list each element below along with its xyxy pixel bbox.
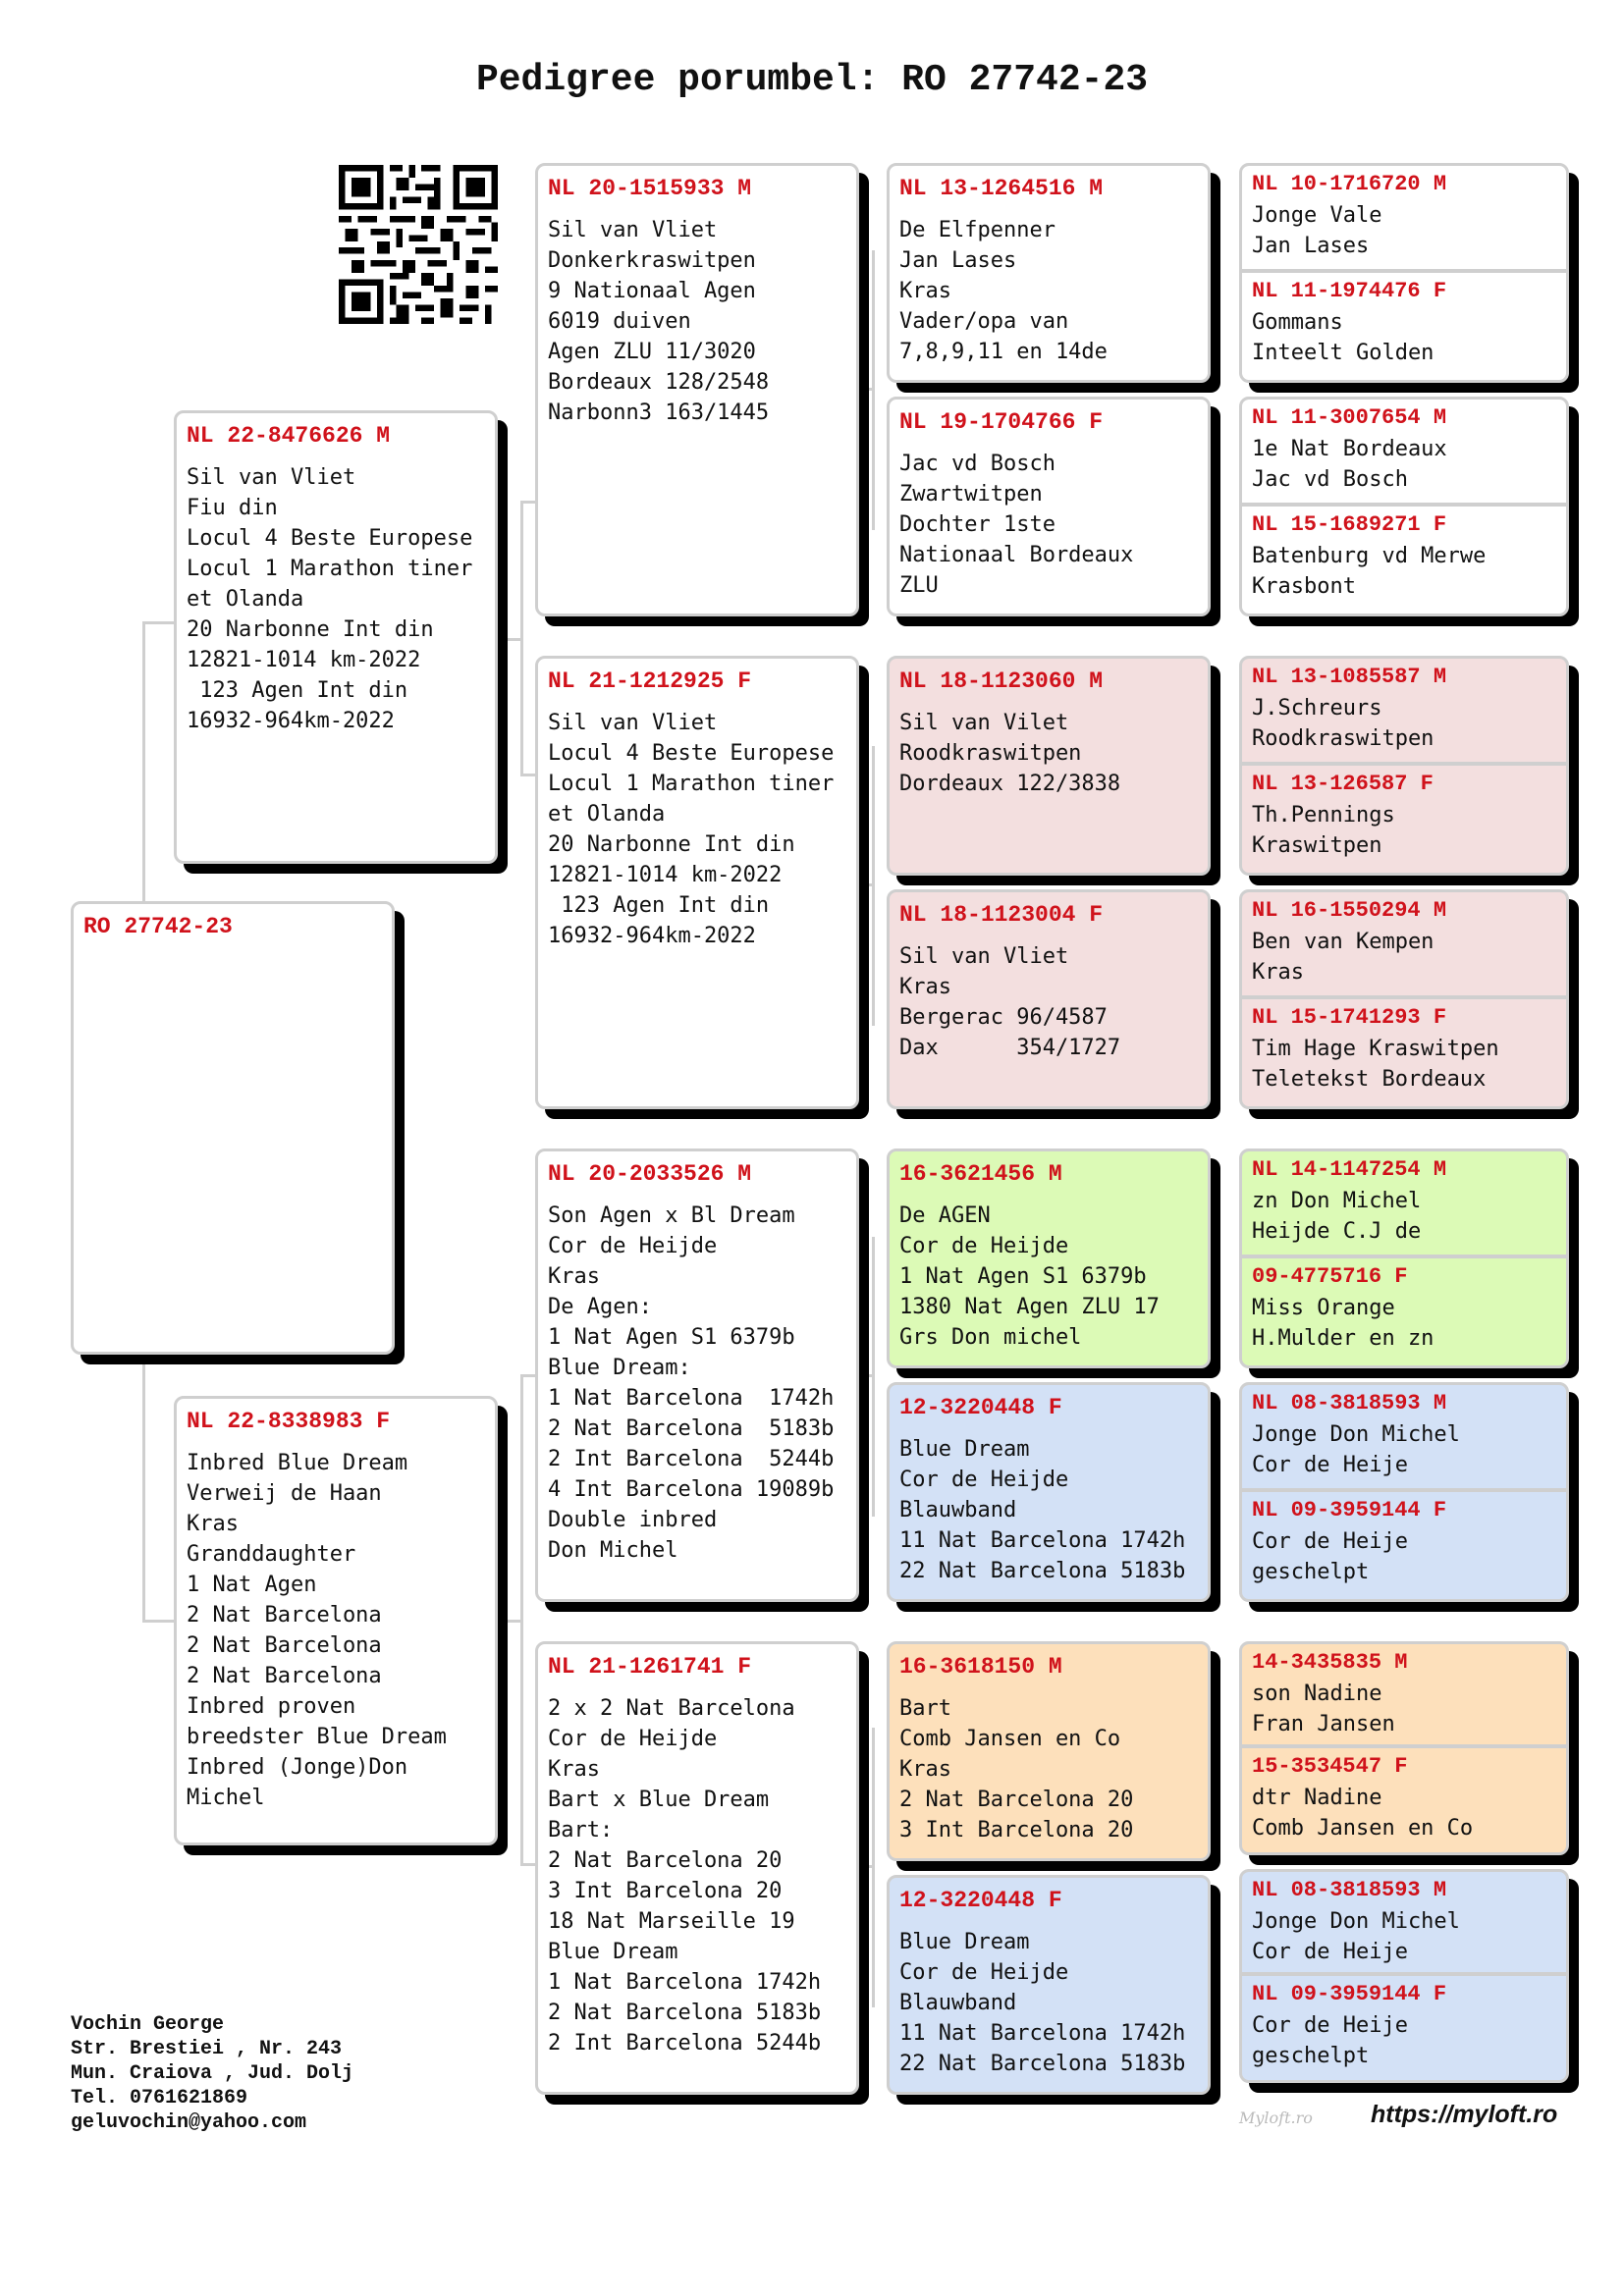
myloft-logo: Myloft.ro <box>1239 2109 1313 2127</box>
ggg-dam[interactable] <box>1242 999 1566 1106</box>
pigeon-info: 1e Nat Bordeaux Jac vd Bosch <box>1252 437 1447 492</box>
pigeon-info: Son Agen x Bl Dream Cor de Heijde Kras De Agen: 1 Nat Agen S1 6379b Blue Dream: 1 Nat Barcelona 1742h 2 Nat Barcelona 5183b 2 Int Barcelona 5244b 4 Int Barcelona 19089b Double inbred Don Michel <box>548 1203 835 1563</box>
breeder-name: Vochin George <box>71 2013 225 2036</box>
ring-number: NL 13-1085587 M <box>1252 665 1447 689</box>
breeder-phone: Tel. 0761621869 <box>71 2087 248 2109</box>
pigeon-info: dtr Nadine Comb Jansen en Co <box>1252 1786 1474 1841</box>
ring-number: 12-3220448 F <box>899 1888 1062 1913</box>
breeder-city: Mun. Craiova , Jud. Dolj <box>71 2062 354 2085</box>
sire-card[interactable] <box>174 410 498 864</box>
pigeon-info: son Nadine Fran Jansen <box>1252 1682 1395 1736</box>
ring-number: 16-3618150 M <box>899 1654 1062 1680</box>
pigeon-info: Ben van Kempen Kras <box>1252 930 1435 985</box>
ggg-dam[interactable] <box>1242 1258 1566 1365</box>
great-grandparent-card[interactable] <box>887 656 1211 876</box>
connector-line <box>520 774 535 776</box>
ggg-sire[interactable] <box>1242 892 1566 999</box>
connector-line <box>520 1374 523 1865</box>
ring-number: 14-3435835 M <box>1252 1650 1408 1675</box>
connector-line <box>498 1620 522 1623</box>
ring-number: NL 13-126587 F <box>1252 772 1434 796</box>
connector-line <box>872 1237 875 1517</box>
ring-number: NL 15-1741293 F <box>1252 1005 1447 1030</box>
great-grandparent-card[interactable] <box>887 1382 1211 1602</box>
ggg-sire[interactable] <box>1242 1151 1566 1258</box>
great-grandparent-card[interactable] <box>887 163 1211 383</box>
great-grandparent-card[interactable] <box>887 1875 1211 2095</box>
subject-card[interactable] <box>71 901 395 1355</box>
connector-line <box>142 1355 145 1620</box>
ring-number: 16-3621456 M <box>899 1161 1062 1187</box>
pigeon-info: Bart Comb Jansen en Co Kras 2 Nat Barcelona 20 3 Int Barcelona 20 <box>899 1696 1134 1842</box>
ggg-pair-card[interactable] <box>1239 163 1569 383</box>
pigeon-info: Jonge Vale Jan Lases <box>1252 203 1382 258</box>
ring-number: NL 18-1123004 F <box>899 902 1104 928</box>
connector-line <box>872 746 875 1026</box>
breeder-info <box>71 2012 353 2135</box>
ring-number: NL 22-8476626 M <box>187 423 391 449</box>
pigeon-info: De Elfpenner Jan Lases Kras Vader/opa van 7,8,9,11 en 14de <box>899 218 1108 364</box>
ring-number: NL 16-1550294 M <box>1252 898 1447 923</box>
connector-line <box>520 1863 535 1866</box>
pigeon-info: Cor de Heije geschelpt <box>1252 2013 1408 2068</box>
ring-number: NL 22-8338983 F <box>187 1409 391 1434</box>
ring-number: NL 21-1261741 F <box>548 1654 752 1680</box>
pigeon-info: Sil van Vilet Roodkraswitpen Dordeaux 122/3838 <box>899 711 1121 796</box>
ring-number: 15-3534547 F <box>1252 1754 1408 1779</box>
pigeon-info: zn Don Michel Heijde C.J de <box>1252 1189 1422 1244</box>
ring-number: NL 09-3959144 F <box>1252 1498 1447 1522</box>
pigeon-info: Jonge Don Michel Cor de Heije <box>1252 1422 1460 1477</box>
pigeon-info: Tim Hage Kraswitpen Teletekst Bordeaux <box>1252 1037 1499 1092</box>
pigeon-info <box>74 939 392 953</box>
ring-number: RO 27742-23 <box>83 914 233 939</box>
ggg-sire[interactable] <box>1242 1872 1566 1976</box>
pigeon-info: Blue Dream Cor de Heijde Blauwband 11 Nat Barcelona 1742h 22 Nat Barcelona 5183b <box>899 1437 1186 1583</box>
ggg-pair-card[interactable] <box>1239 889 1569 1109</box>
ggg-pair-card[interactable] <box>1239 397 1569 616</box>
pigeon-info: Inbred Blue Dream Verweij de Haan Kras Granddaughter 1 Nat Agen 2 Nat Barcelona 2 Nat Barcelona 2 Nat Barcelona Inbred proven breedster Blue Dream Inbred (Jonge)Don Michel <box>187 1451 447 1810</box>
ggg-dam[interactable] <box>1242 273 1566 380</box>
connector-line <box>520 501 535 504</box>
ggg-pair-card[interactable] <box>1239 1382 1569 1602</box>
pigeon-info: Miss Orange H.Mulder en zn <box>1252 1296 1435 1351</box>
pigeon-info: Sil van Vliet Donkerkraswitpen 9 Nationaal Agen 6019 duiven Agen ZLU 11/3020 Bordeaux 128/2548 Narbonn3 163/1445 <box>548 218 770 425</box>
qr-code-icon <box>339 165 498 324</box>
pigeon-info: Gommans Inteelt Golden <box>1252 310 1435 365</box>
connector-line <box>142 1620 174 1623</box>
pigeon-info: Jonge Don Michel Cor de Heije <box>1252 1909 1460 1964</box>
website-link[interactable]: https://myloft.ro <box>1371 2101 1558 2128</box>
connector-line <box>498 638 522 641</box>
ggg-dam[interactable] <box>1242 507 1566 614</box>
ring-number: NL 20-1515933 M <box>548 176 752 201</box>
ring-number: NL 11-3007654 M <box>1252 405 1447 430</box>
grandparent-card[interactable] <box>535 656 859 1109</box>
pigeon-info: Blue Dream Cor de Heijde Blauwband 11 Nat Barcelona 1742h 22 Nat Barcelona 5183b <box>899 1930 1186 2076</box>
grandparent-card[interactable] <box>535 1148 859 1602</box>
ring-number: NL 08-3818593 M <box>1252 1391 1447 1415</box>
ggg-pair-card[interactable] <box>1239 656 1569 876</box>
ring-number: NL 09-3959144 F <box>1252 1982 1447 2006</box>
ggg-pair-card[interactable] <box>1239 1641 1569 1855</box>
pigeon-info: Sil van Vliet Kras Bergerac 96/4587 Dax 354/1727 <box>899 944 1121 1060</box>
pigeon-info: Sil van Vliet Fiu din Locul 4 Beste Europese Locul 1 Marathon tiner et Olanda 20 Narbonne Int din 12821-1014 km-2022 123 Agen Int din 16932-964km-2022 <box>187 465 473 733</box>
connector-line <box>872 250 875 530</box>
pigeon-info: De AGEN Cor de Heijde 1 Nat Agen S1 6379b 1380 Nat Agen ZLU 17 Grs Don michel <box>899 1203 1160 1350</box>
ring-number: NL 08-3818593 M <box>1252 1878 1447 1902</box>
ggg-sire[interactable] <box>1242 659 1566 766</box>
breeder-email[interactable]: geluvochin@yahoo.com <box>71 2111 307 2134</box>
grandparent-card[interactable] <box>535 163 859 616</box>
great-grandparent-card[interactable] <box>887 397 1211 616</box>
ggg-pair-card[interactable] <box>1239 1148 1569 1368</box>
ggg-dam[interactable] <box>1242 1748 1566 1852</box>
ring-number: NL 13-1264516 M <box>899 176 1104 201</box>
pigeon-info: Sil van Vliet Locul 4 Beste Europese Locul 1 Marathon tiner et Olanda 20 Narbonne Int din 12821-1014 km-2022 123 Agen Int din 16932-964km-2022 <box>548 711 835 948</box>
grandparent-card[interactable] <box>535 1641 859 2095</box>
great-grandparent-card[interactable] <box>887 889 1211 1109</box>
pigeon-info: Jac vd Bosch Zwartwitpen Dochter 1ste Nationaal Bordeaux ZLU <box>899 452 1134 598</box>
connector-line <box>142 621 145 903</box>
ring-number: NL 20-2033526 M <box>548 1161 752 1187</box>
dam-card[interactable] <box>174 1396 498 1845</box>
ring-number: 09-4775716 F <box>1252 1264 1408 1289</box>
great-grandparent-card[interactable] <box>887 1641 1211 1861</box>
ring-number: NL 11-1974476 F <box>1252 279 1447 303</box>
ggg-sire[interactable] <box>1242 400 1566 507</box>
ring-number: NL 18-1123060 M <box>899 668 1104 694</box>
ggg-sire[interactable] <box>1242 1385 1566 1492</box>
ggg-pair-card[interactable] <box>1239 1869 1569 2083</box>
pigeon-info: J.Schreurs Roodkraswitpen <box>1252 696 1435 751</box>
page-title: Pedigree porumbel: RO 27742-23 <box>475 59 1149 101</box>
ring-number: NL 19-1704766 F <box>899 409 1104 435</box>
pigeon-info: Batenburg vd Merwe Krasbont <box>1252 544 1487 599</box>
ring-number: NL 14-1147254 M <box>1252 1157 1447 1182</box>
connector-line <box>872 1728 875 2007</box>
ggg-dam[interactable] <box>1242 1492 1566 1599</box>
pigeon-info: Th.Pennings Kraswitpen <box>1252 803 1395 858</box>
pigeon-info: 2 x 2 Nat Barcelona Cor de Heijde Kras Bart x Blue Dream Bart: 2 Nat Barcelona 20 3 Int Barcelona 20 18 Nat Marseille 19 Blue Dream 1 Nat Barcelona 1742h 2 Nat Barcelona 5183b 2 Int Barcelona 5244b <box>548 1696 822 2056</box>
ring-number: NL 21-1212925 F <box>548 668 752 694</box>
connector-line <box>520 501 523 775</box>
ring-number: NL 15-1689271 F <box>1252 512 1447 537</box>
pigeon-info: Cor de Heije geschelpt <box>1252 1529 1408 1584</box>
ggg-dam[interactable] <box>1242 766 1566 873</box>
ring-number: 12-3220448 F <box>899 1395 1062 1420</box>
great-grandparent-card[interactable] <box>887 1148 1211 1368</box>
ggg-dam[interactable] <box>1242 1976 1566 2080</box>
ggg-sire[interactable] <box>1242 166 1566 273</box>
ggg-sire[interactable] <box>1242 1644 1566 1748</box>
connector-line <box>520 1374 535 1377</box>
breeder-street: Str. Brestiei , Nr. 243 <box>71 2038 343 2060</box>
ring-number: NL 10-1716720 M <box>1252 172 1447 196</box>
connector-line <box>142 621 174 624</box>
